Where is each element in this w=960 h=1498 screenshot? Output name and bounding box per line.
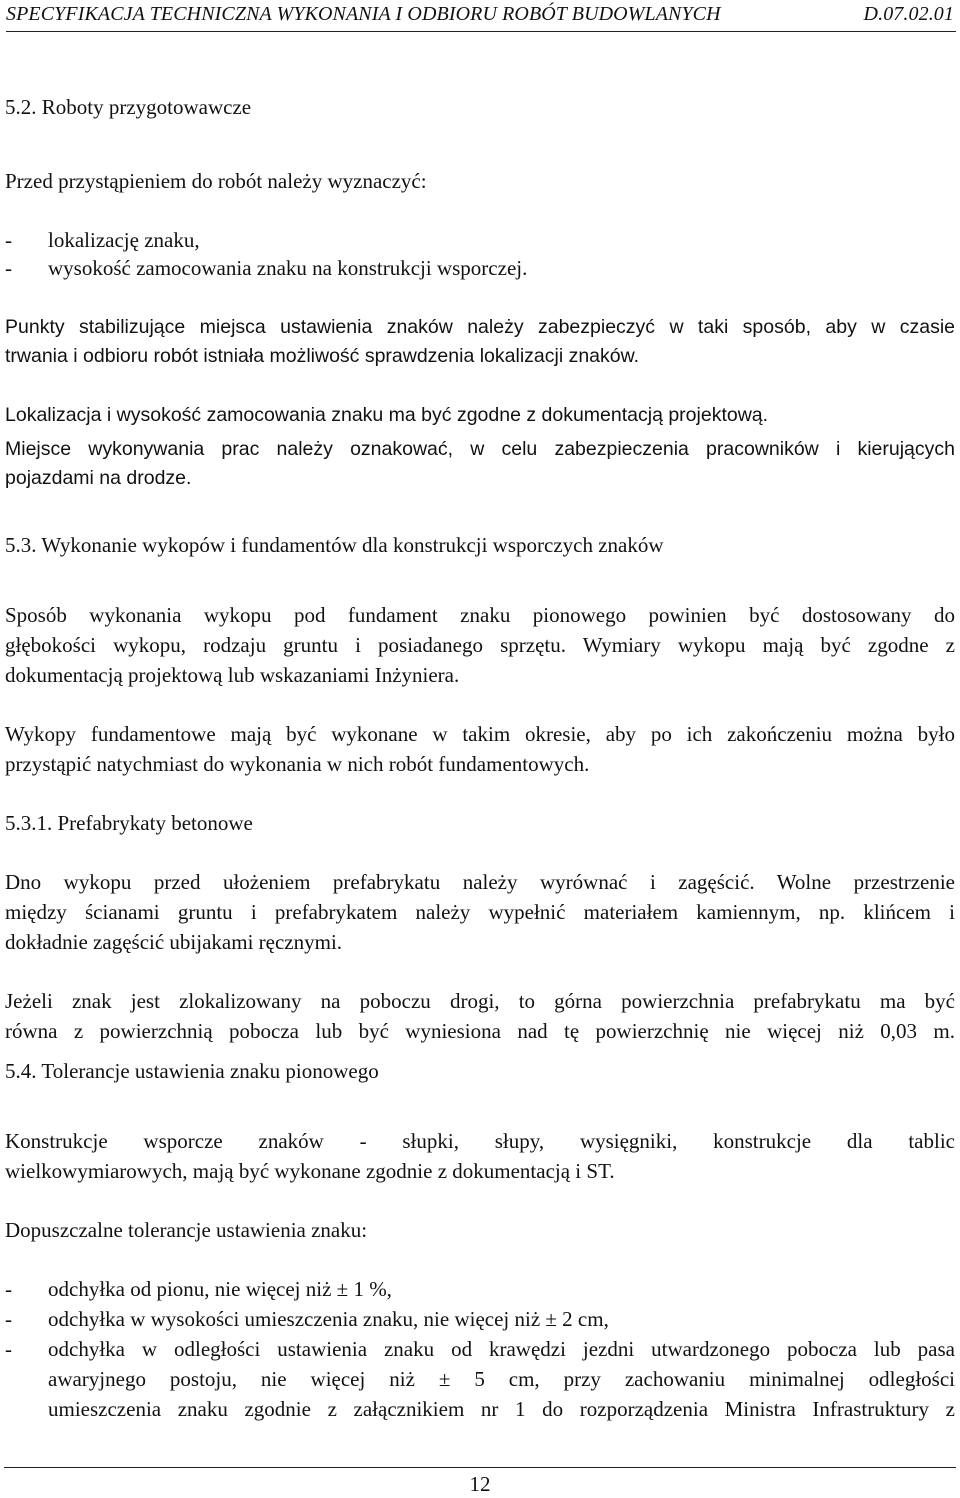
document-code: D.07.02.01 [863,3,954,25]
bullet-dash: - [5,256,12,280]
paragraph-line: wielkowymiarowych, mają być wykonane zgodnie z dokumentacją i ST. [5,1159,615,1183]
list-item: odchyłka w wysokości umieszczenia znaku, nie więcej niż ± 2 cm, [48,1307,609,1331]
list-item-continuation: awaryjnego postoju, nie więcej niż ± 5 cm, przy zachowaniu minimalnej odległości [48,1367,955,1391]
paragraph-line: Jeżeli znak jest zlokalizowany na poboczu drogi, to górna powierzchnia prefabrykatu ma być [5,989,955,1013]
section-heading-5-3-1: 5.3.1. Prefabrykaty betonowe [5,811,253,835]
paragraph-line: trwania i odbioru robót istniała możliwość sprawdzenia lokalizacji znaków. [5,345,640,367]
bullet-dash: - [5,1277,12,1301]
paragraph-line: głębokości wykopu, rodzaju gruntu i posiadanego sprzętu. Wymiary wykopu mają być zgodne z [5,633,955,657]
footer-divider [4,1467,956,1468]
paragraph-line: dokładnie zagęścić ubijakami ręcznymi. [5,930,343,954]
list-item: wysokość zamocowania znaku na konstrukcji wsporczej. [48,256,528,280]
paragraph-line: równa z powierzchnią pobocza lub być wyniesiona nad tę powierzchnię nie więcej niż 0,03 m. [5,1019,955,1043]
paragraph-intro: Dopuszczalne tolerancje ustawienia znaku: [5,1218,368,1242]
paragraph-line: Lokalizacja i wysokość zamocowania znaku ma być zgodne z dokumentacją projektową. [5,404,769,426]
paragraph-line: Wykopy fundamentowe mają być wykonane w takim okresie, aby po ich zakończeniu można było [5,722,955,746]
paragraph-line: Punkty stabilizujące miejsca ustawienia znaków należy zabezpieczyć w taki sposób, aby w czasie [5,316,955,338]
paragraph-line: Sposób wykonania wykopu pod fundament znaku pionowego powinien być dostosowany do [5,603,955,627]
paragraph-line: Dno wykopu przed ułożeniem prefabrykatu należy wyrównać i zagęścić. Wolne przestrzenie [5,870,955,894]
list-item: odchyłka w odległości ustawienia znaku od krawędzi jezdni utwardzonego pobocza lub pasa [48,1337,955,1361]
document-title: SPECYFIKACJA TECHNICZNA WYKONANIA I ODBIORU ROBÓT BUDOWLANYCH [6,3,721,25]
list-item-continuation: umieszczenia znaku zgodnie z załącznikiem nr 1 do rozporządzenia Ministra Infrastruktury z [48,1397,955,1421]
paragraph-intro: Przed przystąpieniem do robót należy wyznaczyć: [5,169,427,193]
paragraph-line: Miejsce wykonywania prac należy oznakować, w celu zabezpieczenia pracowników i kierujących [5,438,955,460]
bullet-dash: - [5,228,12,252]
list-item: odchyłka od pionu, nie więcej niż ± 1 %, [48,1277,392,1301]
paragraph-line: pojazdami na drodze. [5,467,192,489]
paragraph-line: przystąpić natychmiast do wykonania w nich robót fundamentowych. [5,752,590,776]
paragraph-line: dokumentacją projektową lub wskazaniami Inżyniera. [5,663,460,687]
page-number: 12 [469,1472,491,1496]
list-item: lokalizację znaku, [48,228,200,252]
bullet-dash: - [5,1337,12,1361]
page-header [6,3,956,32]
bullet-dash: - [5,1307,12,1331]
section-heading-5-4: 5.4. Tolerancje ustawienia znaku pionowego [5,1059,379,1083]
section-heading-5-2: 5.2. Roboty przygotowawcze [5,95,252,119]
paragraph-line: między ścianami gruntu i prefabrykatem należy wypełnić materiałem kamiennym, np. klińcem i [5,900,955,924]
section-heading-5-3: 5.3. Wykonanie wykopów i fundamentów dla konstrukcji wsporczych znaków [5,533,664,557]
paragraph-line: Konstrukcje wsporcze znaków - słupki, słupy, wysięgniki, konstrukcje dla tablic [5,1129,955,1153]
